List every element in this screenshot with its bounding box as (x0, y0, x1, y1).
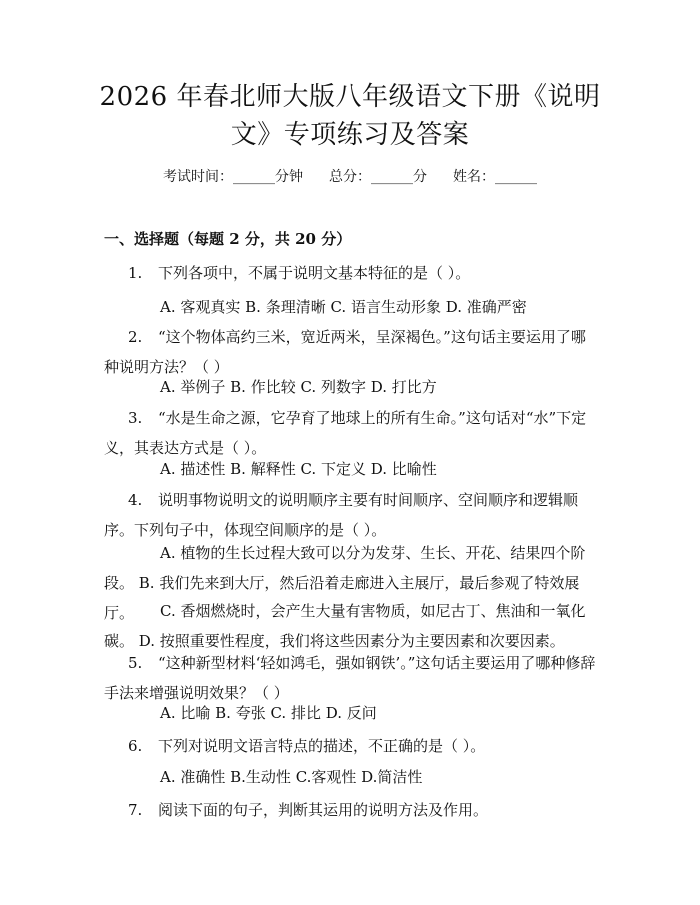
question-number: 7. (128, 801, 143, 819)
total-score-label: 总分：______分 (329, 169, 427, 185)
question-options: A. 比喻 B. 夸张 C. 排比 D. 反问 (160, 704, 377, 722)
question-options: C. 香烟燃烧时，会产生大量有害物质，如尼古丁、焦油和一氧化碳。 D. 按照重要性程度，我们将这些因素分为主要因素和次要因素。 (104, 602, 586, 650)
question-options: A. 植物的生长过程大致可以分为发芽、生长、开花、结果四个阶段。 B. 我们先来到大厅，然后沿着走廊进入主展厅，最后参观了特效展厅。 (104, 544, 586, 622)
question-options: A. 举例子 B. 作比较 C. 列数字 D. 打比方 (160, 378, 437, 396)
section-heading: 一、选择题（每题 2 分，共 20 分） (104, 230, 352, 248)
question-number: 2. (128, 328, 143, 346)
title-line-1: 2026 年春北师大版八年级语文下册《说明 (99, 82, 601, 112)
question-text: 说明事物说明文的说明顺序主要有时间顺序、空间顺序和逻辑顺序。下列句子中，体现空间顺序的是（ ）。 (104, 491, 579, 539)
question-number: 4. (128, 491, 143, 509)
question-text: 阅读下面的句子，判断其运用的说明方法及作用。 (158, 801, 489, 819)
question-options: A. 准确性 B.生动性 C.客观性 D.简洁性 (160, 768, 423, 786)
question-text: “这种新型材料‘轻如鸿毛，强如钢铁’。”这句话主要运用了哪种修辞手法来增强说明效果？（ ） (104, 654, 596, 702)
title-line-2: 文》专项练习及答案 (230, 120, 470, 150)
question-number: 6. (128, 737, 143, 755)
exam-time-label: 考试时间：______分钟 (163, 169, 303, 185)
question-item (104, 485, 596, 545)
question-number: 3. (128, 409, 143, 427)
question-text: “这个物体高约三米，宽近两米，呈深褐色。”这句话主要运用了哪种说明方法？（ ） (104, 328, 586, 376)
question-item (104, 258, 596, 288)
question-number: 1. (128, 264, 143, 282)
question-text: 下列对说明文语言特点的描述，不正确的是（ ）。 (158, 737, 486, 755)
question-text: 下列各项中，不属于说明文基本特征的是（ ）。 (158, 264, 471, 282)
question-item (104, 795, 596, 825)
document-title (90, 78, 610, 154)
question-text: “水是生命之源，它孕育了地球上的所有生命。”这句话对“水”下定义，其表达方式是（ ）。 (104, 409, 587, 457)
question-item (104, 731, 596, 761)
question-options: A. 描述性 B. 解释性 C. 下定义 D. 比喻性 (160, 460, 437, 478)
question-number: 5. (128, 654, 143, 672)
exam-meta (0, 166, 700, 188)
question-options: A. 客观真实 B. 条理清晰 C. 语言生动形象 D. 准确严密 (160, 298, 527, 316)
student-name-label: 姓名：______ (453, 169, 537, 185)
